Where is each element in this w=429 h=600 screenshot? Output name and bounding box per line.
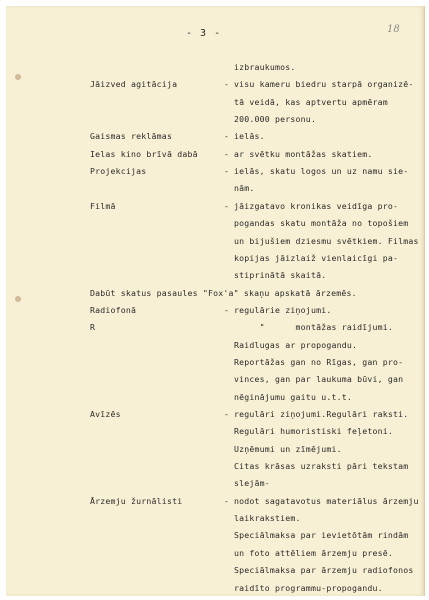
entry-label: R	[90, 322, 96, 333]
entry-dash: -	[224, 409, 230, 419]
continuation-line: tā veidā, kas aptvertu apmēram	[234, 96, 388, 107]
entry-text: ielās.	[234, 131, 265, 142]
entry-label: Radiofonā	[90, 304, 137, 315]
continuation-line: Raidlugas ar propogandu.	[234, 339, 358, 350]
entry-dash: -	[224, 304, 230, 315]
entry-label: Gaismas reklāmas	[90, 131, 173, 142]
document-page	[6, 6, 425, 596]
entry-text: ielās, skatu logos un uz namu sie-	[234, 166, 409, 177]
entry-label: Avīzēs	[90, 409, 121, 419]
continuation-line: Citas krāsas uzraksti pāri tekstam	[234, 461, 409, 472]
punch-hole	[15, 74, 21, 80]
entry-label: Ielas kino brīvā dabā	[90, 148, 198, 159]
entry-dash: -	[224, 79, 230, 90]
continuation-line: laikrakstiem.	[234, 513, 301, 524]
entry-text: nodot sagatavotus materiālus ārzemju	[234, 495, 419, 506]
continuation-line: slejām-	[234, 478, 270, 489]
entry-dash: -	[224, 166, 230, 177]
continuation-line: nēginājumu gaitu u.t.t.	[234, 391, 352, 402]
continuation-line: Regulāri humoristiski feļetoni.	[234, 426, 394, 437]
entry-dash: -	[224, 495, 230, 506]
continuation-line: stiprinātā skaitā.	[234, 270, 327, 281]
entry-dash: -	[224, 131, 230, 142]
entry-text: " montāžas raidījumi.	[234, 322, 394, 333]
entry-label: Jāizved agitācija	[90, 79, 178, 90]
continuation-line: Reportāžas gan no Rīgas, gan pro-	[234, 356, 404, 367]
continuation-line: nām.	[234, 183, 255, 194]
continuation-line: un bijušiem dziesmu svētkiem. Filmas	[234, 235, 419, 246]
continuation-line: izbraukumos.	[234, 62, 296, 72]
entry-text: regulāri ziņojumi.Regulāri raksti.	[234, 409, 409, 419]
entry-dash: -	[224, 148, 230, 159]
continuation-line: 200.000 personu.	[234, 114, 317, 125]
entry-label: Ārzemju žurnālisti	[90, 495, 183, 506]
entry-dash: -	[224, 200, 230, 211]
continuation-line: vinces, gan par laukuma būvi, gan	[234, 374, 404, 385]
continuation-line: raidīto programmu-propogandu.	[234, 582, 383, 593]
continuation-line: Speciālmaksa par ievietōtām rindām	[234, 530, 409, 541]
entry-text: ar svētku montāžas skatiem.	[234, 148, 373, 159]
full-width-line: Dabūt skatus pasaules "Fox'a" skaņu apskatā ārzemēs.	[90, 287, 357, 298]
page-number: - 3 -	[186, 28, 222, 39]
entry-text: jāizgatavo kronikas veidīga pro-	[234, 200, 399, 211]
continuation-line: Speciālmaksa par ārzemju radiofonos	[234, 565, 414, 576]
continuation-line: kopijas jāizlaiž vienlaicīgi pa-	[234, 252, 399, 263]
entry-label: Filmā	[90, 200, 116, 211]
continuation-line: Uzņēmumi un zīmējumi.	[234, 443, 342, 454]
entry-text: regulārie ziņojumi.	[234, 304, 332, 315]
entry-text: visu kameru biedru starpā organizē-	[234, 79, 414, 90]
pencil-annotation: 18	[387, 24, 400, 35]
entry-label: Projekcijas	[90, 166, 147, 177]
continuation-line: pogandas skatu montāža no topošiem	[234, 218, 409, 229]
punch-hole	[15, 296, 21, 302]
continuation-line: un foto attēliem ārzemju presē.	[234, 547, 394, 558]
